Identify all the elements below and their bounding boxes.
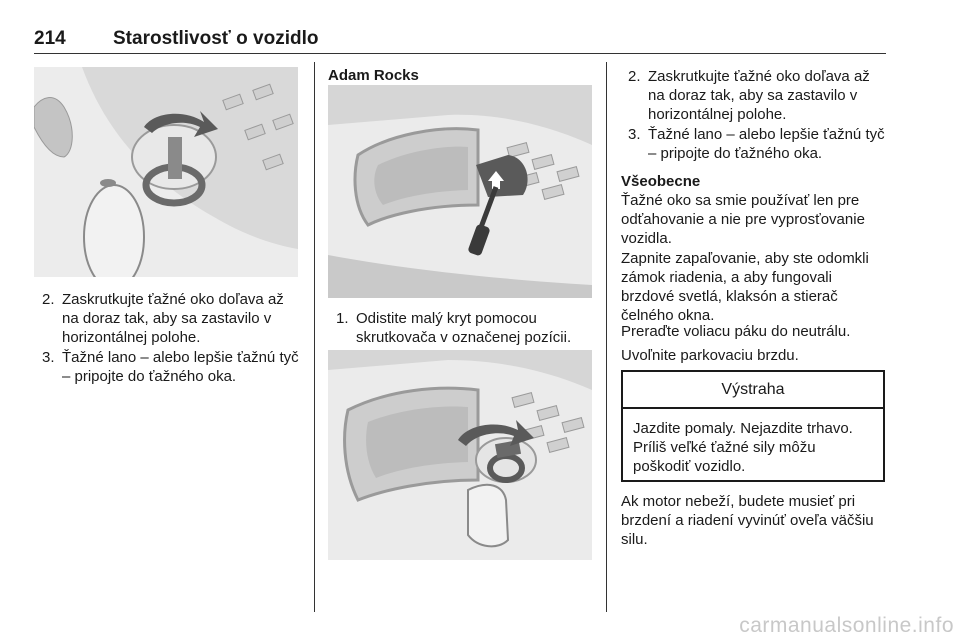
warning-text: Jazdite pomaly. Nejazdite trhavo. Príliš veľké ťažné sily môžu poškodiť vozidlo.	[633, 420, 853, 475]
step-number: 1.	[336, 310, 349, 327]
step-number: 3.	[42, 349, 55, 366]
paragraph-neutral: Preraďte voliacu páku do neutrálu.	[621, 323, 851, 340]
watermark: carmanualsonline.info	[739, 614, 954, 637]
column-divider-1	[314, 62, 315, 612]
section-heading-general: Všeobecne	[621, 173, 701, 190]
col2-step-1	[336, 309, 598, 349]
paragraph-parking-brake: Uvoľnite parkovaciu brzdu.	[621, 347, 799, 364]
step-text: Odistite malý kryt pomocou skrutkovača v označenej pozícii.	[356, 310, 572, 346]
page-number: 214	[34, 28, 66, 49]
col1-step-3	[42, 348, 304, 388]
column-divider-2	[606, 62, 607, 612]
step-text: Zaskrutkujte ťažné oko doľava až na doraz tak, aby sa zastavilo v horizontálnej polohe.	[62, 291, 284, 346]
step-text: Ťažné lano – alebo lepšie ťažnú tyč – pripojte do ťažného oka.	[648, 126, 885, 162]
figure-remove-cover	[328, 85, 592, 298]
page-title: Starostlivosť o vozidlo	[113, 28, 319, 49]
step-text: Ťažné lano – alebo lepšie ťažnú tyč – pripojte do ťažného oka.	[62, 349, 299, 385]
paragraph-engine-off: Ak motor nebeží, budete musieť pri brzdení a riadení vyvinúť oveľa väčšiu silu.	[621, 493, 874, 548]
col3-step-2	[628, 67, 890, 127]
header-rule	[34, 53, 886, 54]
step-text: Zaskrutkujte ťažné oko doľava až na doraz tak, aby sa zastavilo v horizontálnej polohe.	[648, 68, 870, 123]
col3-step-3	[628, 125, 890, 165]
figure-tow-eye-adam-rocks	[328, 350, 592, 560]
warning-title: Výstraha	[623, 372, 883, 409]
step-number: 3.	[628, 126, 641, 143]
general-text: Ťažné oko sa smie používať len pre odťahovanie a nie pre vyprosťovanie vozidla.	[621, 192, 865, 247]
warning-box	[621, 370, 885, 482]
step-number: 2.	[628, 68, 641, 85]
col1-step-2	[42, 290, 304, 346]
section-heading-adam-rocks: Adam Rocks	[328, 67, 419, 84]
step-number: 2.	[42, 291, 55, 308]
paragraph-ignition: Zapnite zapaľovanie, aby ste odomkli zámok riadenia, a aby fungovali brzdové svetlá, klaksón a stierač čelného okna.	[621, 250, 869, 324]
figure-tow-eye-installed	[34, 67, 298, 277]
